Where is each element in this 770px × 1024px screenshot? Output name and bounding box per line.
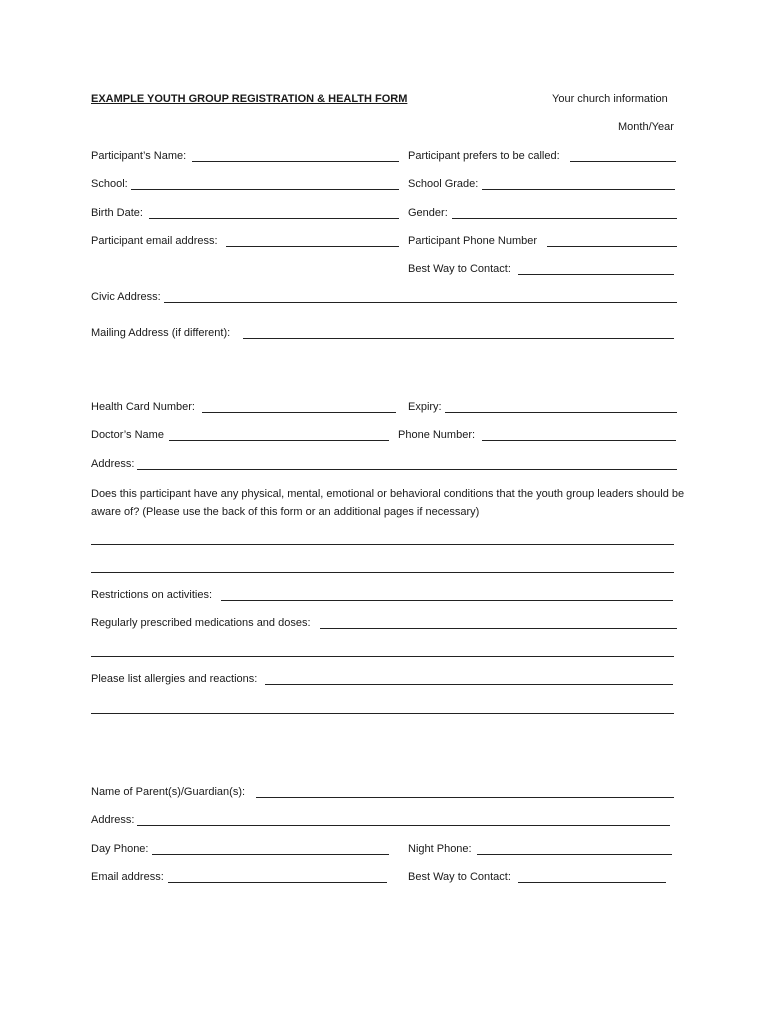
participant-phone-field[interactable]: [547, 246, 677, 247]
guardian-contact-field[interactable]: [518, 882, 666, 883]
medications-line-2[interactable]: [91, 656, 674, 657]
participant-name-field[interactable]: [192, 161, 399, 162]
church-information: Your church information: [552, 93, 668, 105]
prefers-called-label: Participant prefers to be called:: [408, 150, 560, 162]
doctor-address-field[interactable]: [137, 469, 677, 470]
guardian-email-field[interactable]: [168, 882, 387, 883]
expiry-label: Expiry:: [408, 401, 442, 413]
birth-date-label: Birth Date:: [91, 207, 143, 219]
health-card-field[interactable]: [202, 412, 396, 413]
doctor-address-label: Address:: [91, 458, 135, 470]
doctor-name-label: Doctor’s Name: [91, 429, 164, 441]
restrictions-label: Restrictions on activities:: [91, 589, 213, 601]
doctor-name-field[interactable]: [169, 440, 389, 441]
doctor-phone-label: Phone Number:: [398, 429, 476, 441]
guardian-address-field[interactable]: [137, 825, 670, 826]
conditions-question: Does this participant have any physical, mental, emotional or behavioral conditions that the youth group leaders should be aware of? (Please use the back of this form or an additional pages if necessary): [91, 488, 685, 518]
guardian-address-label: Address:: [91, 814, 135, 826]
guardian-contact-label: Best Way to Contact:: [408, 871, 511, 883]
participant-email-label: Participant email address:: [91, 235, 218, 247]
restrictions-field[interactable]: [221, 600, 673, 601]
prefers-called-field[interactable]: [570, 161, 676, 162]
doctor-phone-field[interactable]: [482, 440, 676, 441]
month-year: Month/Year: [618, 121, 674, 133]
guardian-name-label: Name of Parent(s)/Guardian(s):: [91, 786, 246, 798]
day-phone-label: Day Phone:: [91, 843, 149, 855]
health-card-label: Health Card Number:: [91, 401, 195, 413]
guardian-email-label: Email address:: [91, 871, 164, 883]
best-contact-field[interactable]: [518, 274, 674, 275]
school-field[interactable]: [131, 189, 399, 190]
mailing-address-label: Mailing Address (if different):: [91, 327, 231, 339]
medications-field[interactable]: [320, 628, 677, 629]
allergies-field[interactable]: [265, 684, 673, 685]
night-phone-field[interactable]: [477, 854, 672, 855]
birth-date-field[interactable]: [149, 218, 399, 219]
participant-name-label: Participant’s Name:: [91, 150, 187, 162]
allergies-label: Please list allergies and reactions:: [91, 673, 258, 685]
gender-label: Gender:: [408, 207, 448, 219]
civic-address-field[interactable]: [164, 302, 677, 303]
day-phone-field[interactable]: [152, 854, 389, 855]
participant-email-field[interactable]: [226, 246, 399, 247]
allergies-line-2[interactable]: [91, 713, 674, 714]
gender-field[interactable]: [452, 218, 677, 219]
best-contact-label: Best Way to Contact:: [408, 263, 511, 275]
conditions-line-1[interactable]: [91, 544, 674, 545]
guardian-name-field[interactable]: [256, 797, 674, 798]
school-grade-label: School Grade:: [408, 178, 479, 190]
expiry-field[interactable]: [445, 412, 677, 413]
form-title: EXAMPLE YOUTH GROUP REGISTRATION & HEALTH FORM: [91, 93, 408, 105]
night-phone-label: Night Phone:: [408, 843, 472, 855]
participant-phone-label: Participant Phone Number: [408, 235, 538, 247]
conditions-line-2[interactable]: [91, 572, 674, 573]
medications-label: Regularly prescribed medications and doses:: [91, 617, 311, 629]
mailing-address-field[interactable]: [243, 338, 674, 339]
civic-address-label: Civic Address:: [91, 291, 161, 303]
school-label: School:: [91, 178, 128, 190]
school-grade-field[interactable]: [482, 189, 675, 190]
